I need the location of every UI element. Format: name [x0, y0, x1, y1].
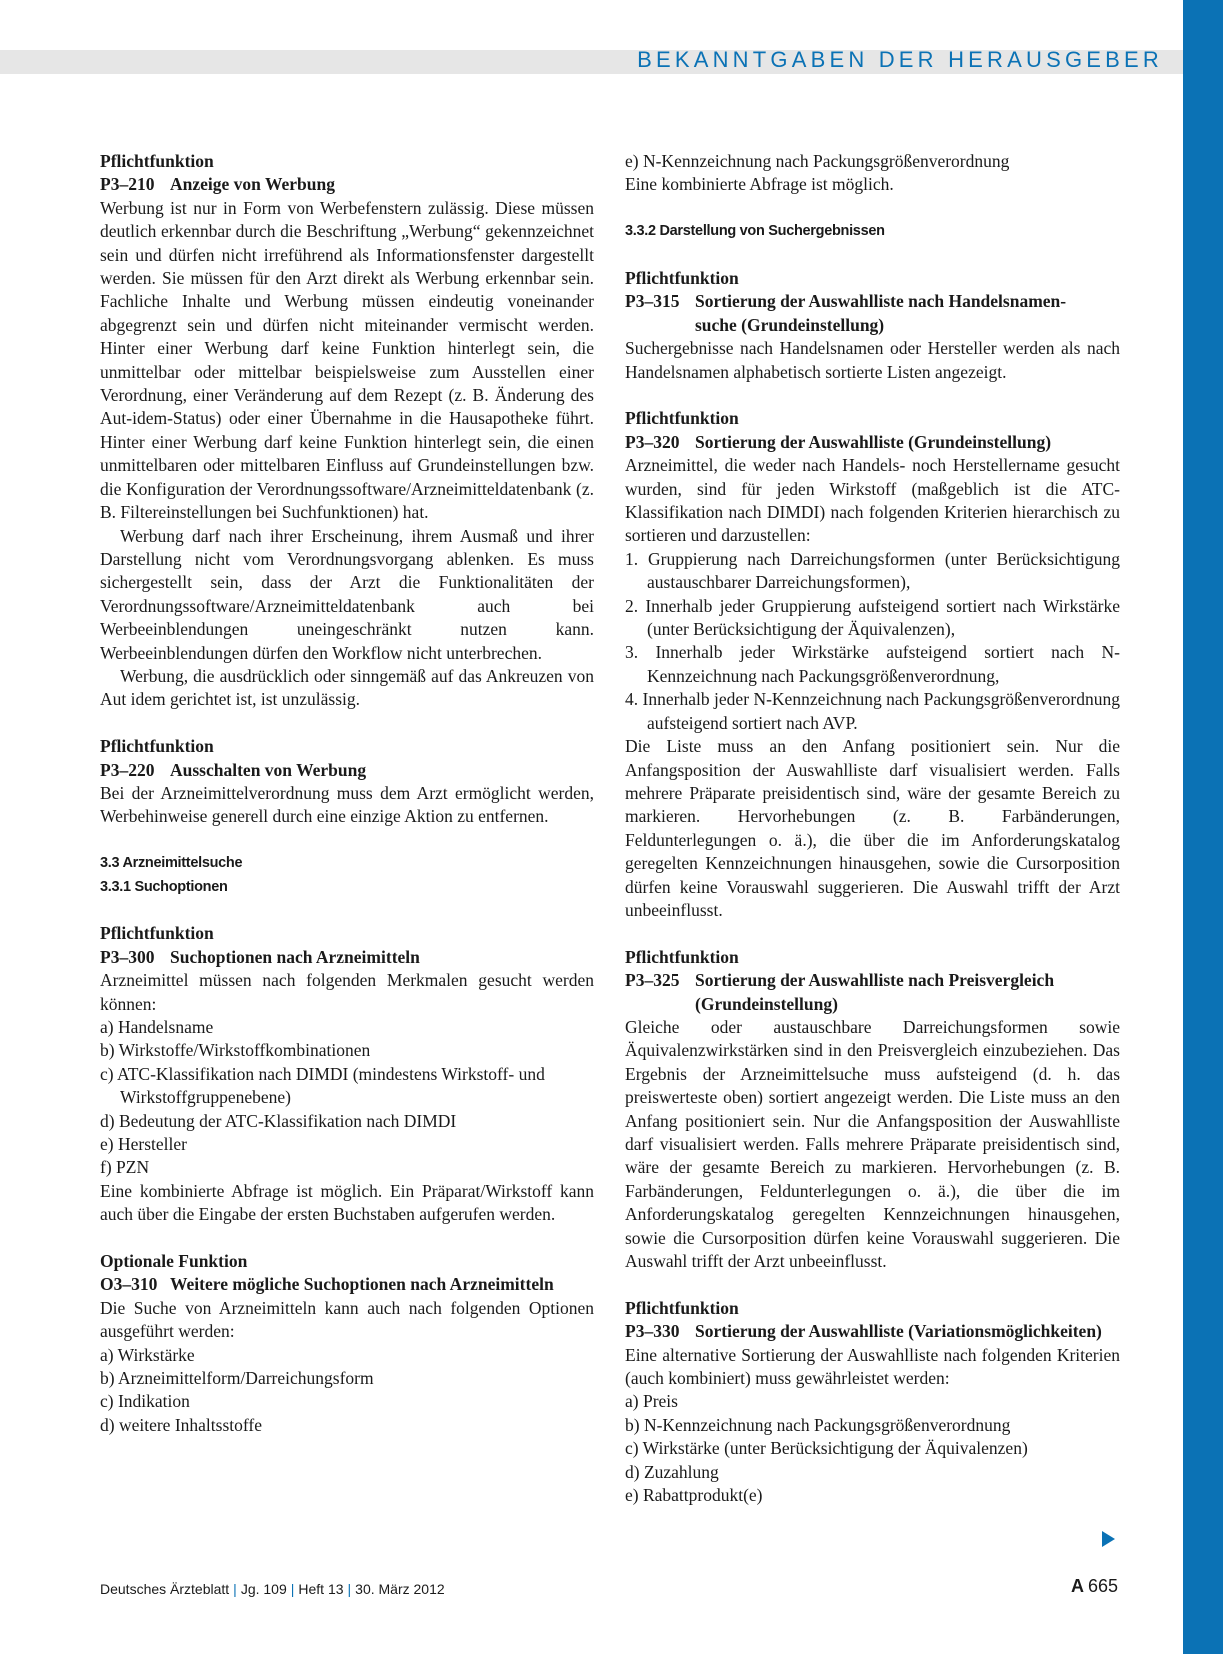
block-title-row [625, 1320, 1120, 1343]
block-title: Weitere mögliche Suchoptionen nach Arzneimitteln [170, 1274, 554, 1295]
subsection-heading: 3.3.2 Darstellung von Suchergebnissen [625, 223, 885, 240]
block-title: Sortierung der Auswahlliste nach Preisvergleich [695, 970, 1055, 991]
block-title: Sortierung der Auswahlliste (Variationsmöglichkeiten) [695, 1321, 1102, 1342]
block-code: P3–325 [625, 970, 680, 991]
journal-name: Deutsches Ärzteblatt [100, 1581, 230, 1597]
block-code: P3–320 [625, 431, 680, 452]
section-headings [625, 220, 1120, 243]
list-item: d) weitere Inhaltsstoffe [100, 1414, 262, 1435]
block-code: P3–300 [100, 946, 155, 967]
block-code: P3–315 [625, 291, 680, 312]
paragraph: Arzneimittel müssen nach folgenden Merkmalen gesucht werden können: [100, 970, 594, 1014]
block-title-row [625, 290, 1120, 313]
block-title: Suchoptionen nach Arzneimitteln [170, 946, 420, 967]
journal-date: 30. März 2012 [355, 1581, 445, 1597]
separator: | [233, 1581, 237, 1597]
block-label: Pflichtfunktion [625, 408, 739, 429]
continued-list [625, 150, 1120, 197]
block-title: Sortierung der Auswahlliste nach Handelsnamen- [695, 291, 1067, 312]
list-item: 1. Gruppierung nach Darreichungsformen (unter Berücksichtigung austauschbarer Darreichungsformen), [625, 548, 1120, 593]
footer-citation [100, 1581, 445, 1597]
list-item: e) Hersteller [100, 1134, 187, 1155]
list-item: b) Arzneimittelform/Darreichungsform [100, 1368, 374, 1389]
list-item: b) Wirkstoffe/Wirkstoffkombinationen [100, 1040, 371, 1061]
section-heading: 3.3 Arzneimittelsuche [100, 855, 243, 872]
block-title-row [625, 431, 1120, 454]
block-label: Pflichtfunktion [100, 736, 214, 757]
block-code: P3–220 [100, 759, 155, 780]
section-headings [100, 852, 594, 899]
paragraph: Die Suche von Arzneimitteln kann auch nach folgenden Optionen ausgeführt werden: [100, 1297, 594, 1342]
block-title-continued: suche (Grundeinstellung) [695, 314, 885, 335]
list-item: f) PZN [100, 1157, 150, 1178]
list-item: e) Rabattprodukt(e) [625, 1485, 763, 1506]
block-p3-300 [100, 922, 594, 1226]
list-item: d) Bedeutung der ATC-Klassifikation nach DIMDI [100, 1110, 457, 1131]
paragraph: Die Liste muss an den Anfang positioniert sein. Nur die Anfangsposition der Auswahlliste darf visualisiert werden. Falls mehrere Präparate preisidentisch sind, wäre der gesamte Bereich zu markieren. Hervorhebungen (z. B. Farbänderungen, Feldunterlegungen o. ä.), die über die im Anforderungskatalog geregelten Kennzeichnungen hinausgehen, sowie die Cursorposition dürfen keine Vorauswahl suggerieren. Die Auswahl trifft der Arzt unbeeinflusst. [625, 736, 1120, 920]
block-title: Anzeige von Werbung [170, 174, 335, 195]
block-label: Pflichtfunktion [625, 268, 739, 288]
side-color-bar [1183, 0, 1223, 1654]
journal-volume: Jg. 109 [240, 1581, 287, 1597]
list-item: 2. Innerhalb jeder Gruppierung aufsteigend sortiert nach Wirkstärke (unter Berücksichtigung der Äquivalenzen), [625, 595, 1120, 640]
paragraph: Arzneimittel, die weder nach Handels- noch Herstellername gesucht wurden, sind für jeden Wirkstoff (maßgeblich ist die ATC-Klassifikation nach DIMDI) nach folgenden Kriterien hierarchisch zu sortieren und darzustellen: [625, 455, 1120, 546]
block-title-row [100, 759, 594, 782]
block-label: Pflichtfunktion [100, 923, 214, 944]
block-label: Pflichtfunktion [625, 1297, 739, 1318]
triangle-right-icon [1102, 1531, 1115, 1547]
paragraph: Werbung, die ausdrücklich oder sinngemäß auf das Ankreuzen von Aut idem gerichtet ist, ist unzulässig. [100, 665, 594, 710]
block-title-row [100, 1273, 594, 1296]
list-item: 3. Innerhalb jeder Wirkstärke aufsteigend sortiert nach N-Kennzeichnung nach Packungsgrößenverordnung, [625, 642, 1120, 686]
subsection-heading: 3.3.1 Suchoptionen [100, 878, 228, 895]
paragraph: Eine alternative Sortierung der Auswahlliste nach folgenden Kriterien (auch kombiniert) muss gewährleistet werden: [625, 1344, 1120, 1389]
page-letter: A [1070, 1576, 1084, 1596]
list-item: a) Preis [625, 1391, 678, 1412]
block-label: Optionale Funktion [100, 1251, 248, 1272]
block-title-row [625, 969, 1120, 992]
block-code: O3–310 [100, 1274, 158, 1295]
block-p3-325 [625, 946, 1120, 1274]
block-p3-210 [100, 150, 594, 712]
paragraph: Suchergebnisse nach Handelsnamen oder Hersteller werden als nach Handelsnamen alphabetisch sortierte Listen angezeigt. [625, 338, 1120, 382]
paragraph: Werbung ist nur in Form von Werbefenstern zulässig. Diese müssen deutlich erkennbar durch die Beschriftung „Werbung“ gekennzeichnet sein und dürfen nicht irreführend als Informationsfenster dargestellt werden. Sie müssen für den Arzt direkt als Werbung erkennbar sein. Fachliche Inhalte und Werbung müssen eindeutig voneinander abgegrenzt sein und dürfen nicht miteinander vermischt werden. Hinter einer Werbung darf keine Funktion hinterlegt sein, die unmittelbar oder mittelbar beispielsweise zum Ausstellen einer Verordnung, einer Veränderung auf dem Rezept (z. B. Änderung des Aut-idem-Status) oder einer Übernahme in die Hausapotheke führt. Hinter einer Werbung darf keine Funktion hinterlegt sein, die einen unmittelbaren oder mittelbaren Einfluss auf Grundeinstellungen bzw. die Konfiguration der Verordnungssoftware/Arzneimitteldatenbank (z. B. Filtereinstellungen bei Suchfunktionen) hat. [100, 197, 594, 523]
block-o3-310 [100, 1250, 594, 1437]
block-p3-315 [625, 267, 1120, 384]
block-title-row [100, 173, 594, 196]
left-column [100, 150, 594, 1461]
right-column [625, 150, 1120, 1531]
list-item: c) Indikation [100, 1391, 190, 1412]
list-item: a) Handelsname [100, 1016, 214, 1037]
block-title-row [100, 946, 594, 969]
list-item: c) ATC-Klassifikation nach DIMDI (mindestens Wirkstoff- und Wirkstoffgruppenebene) [100, 1063, 545, 1108]
separator: | [347, 1581, 352, 1597]
list-item: 4. Innerhalb jeder N-Kennzeichnung nach Packungsgrößenverordnung aufsteigend sortiert nach AVP. [625, 689, 1120, 733]
list-item: a) Wirkstärke [100, 1344, 195, 1365]
separator: | [290, 1581, 295, 1597]
block-p3-330 [625, 1297, 1120, 1508]
section-header: BEKANNTGABEN DER HERAUSGEBER [637, 47, 1163, 72]
block-title: Ausschalten von Werbung [170, 759, 367, 780]
page-digits: 665 [1087, 1576, 1118, 1596]
list-item: c) Wirkstärke (unter Berücksichtigung der Äquivalenzen) [625, 1438, 1028, 1459]
paragraph: Werbung darf nach ihrer Erscheinung, ihrem Ausmaß und ihrer Darstellung nicht vom Verordnungsvorgang ablenken. Es muss sichergestellt sein, dass der Arzt die Funktionalitäten der Verordnungssoftware/Arzneimitteldatenbank auch bei Werbeeinblendungen uneingeschränkt nutzen kann. Werbeeinblendungen dürfen den Workflow nicht unterbrechen. [100, 525, 594, 663]
paragraph: Bei der Arzneimittelverordnung muss dem Arzt ermöglicht werden, Werbehinweise generell durch eine einzige Aktion zu entfernen. [100, 782, 594, 827]
list-item: d) Zuzahlung [625, 1461, 719, 1482]
block-label: Pflichtfunktion [625, 946, 739, 967]
block-p3-220 [100, 735, 594, 829]
list-item: b) N-Kennzeichnung nach Packungsgrößenverordnung [625, 1414, 1011, 1435]
list-item: e) N-Kennzeichnung nach Packungsgrößenverordnung [625, 151, 1010, 171]
page-number [1071, 1576, 1118, 1597]
paragraph: Gleiche oder austauschbare Darreichungsformen sowie Äquivalenzwirkstärken sind in den Preisvergleich einzubeziehen. Das Ergebnis der Arzneimittelsuche muss aufsteigend (d. h. das preiswerteste oben) sortiert angezeigt werden. Die Liste muss an den Anfang positioniert sein. Nur die Anfangsposition der Auswahlliste darf visualisiert werden. Falls mehrere Präparate preisidentisch sind, wäre der gesamte Bereich zu markieren. Hervorhebungen (z. B. Farbänderungen, Feldunterlegungen o. ä.), die über die im Anforderungskatalog geregelten Kennzeichnungen hinausgehen, sowie die Cursorposition dürfen keine Vorauswahl suggerieren. Die Auswahl trifft der Arzt unbeeinflusst. [625, 1016, 1120, 1272]
block-code: P3–330 [625, 1321, 680, 1342]
block-code: P3–210 [100, 174, 155, 195]
block-title-continued: (Grundeinstellung) [695, 993, 838, 1014]
block-title: Sortierung der Auswahlliste (Grundeinstellung) [695, 431, 1052, 452]
block-p3-320 [625, 407, 1120, 922]
paragraph: Eine kombinierte Abfrage ist möglich. [625, 174, 894, 195]
journal-issue: Heft 13 [298, 1581, 344, 1597]
paragraph: Eine kombinierte Abfrage ist möglich. Ein Präparat/Wirkstoff kann auch über die Eingabe der ersten Buchstaben aufgerufen werden. [100, 1180, 594, 1225]
block-label: Pflichtfunktion [100, 151, 214, 171]
